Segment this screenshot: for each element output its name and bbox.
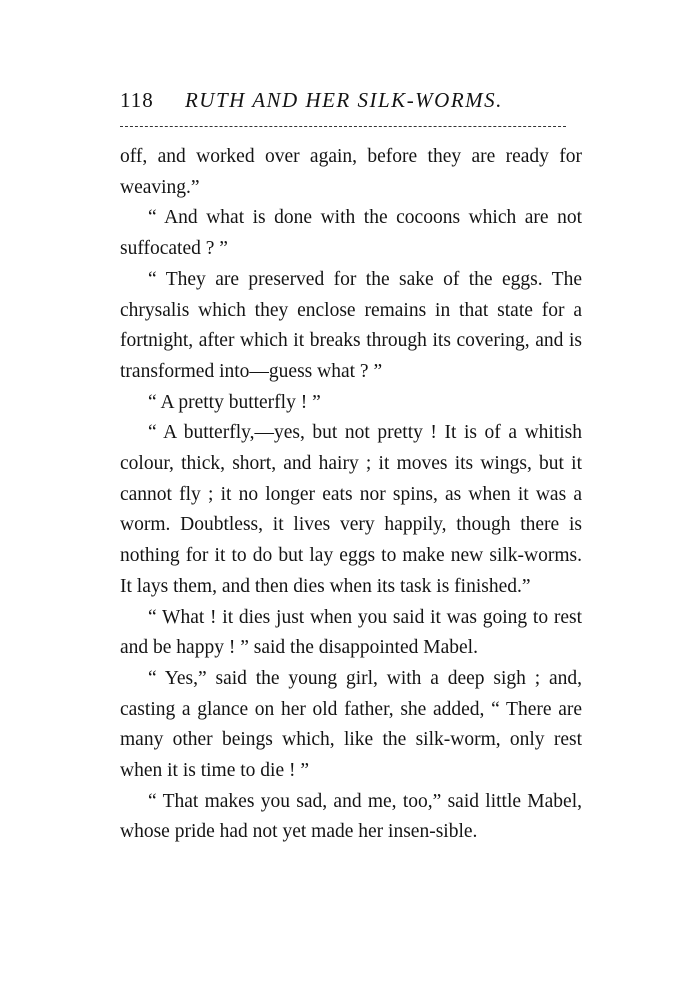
- paragraph: “ And what is done with the cocoons which are not suffocated ? ”: [120, 207, 582, 260]
- paragraph-continuation: off, and worked over again, before they are ready for weaving.”: [120, 146, 582, 198]
- page-number: 118: [120, 88, 154, 112]
- paragraph: “ A pretty butterfly ! ”: [148, 391, 321, 413]
- paragraph: “ They are preserved for the sake of the eggs. The chrysalis which they enclose remains in that state for a fortnight, after which it breaks through its covering, and is transformed into—guess what ? ”: [120, 268, 582, 382]
- body-text: [120, 142, 582, 848]
- running-title: RUTH AND HER SILK-WORMS.: [184, 88, 503, 112]
- paragraph: “ What ! it dies just when you said it was going to rest and be happy ! ” said the disappointed Mabel.: [120, 606, 582, 659]
- header-rule: [120, 126, 566, 127]
- paragraph: “ A butterfly,—yes, but not pretty ! It is of a whitish colour, thick, short, and hairy ; it moves its wings, but it cannot fly ; it no longer eats nor spins, as when it was a worm. Doubtless, it lives very happily, though there is nothing for it to do but lay eggs to make new silk-worms. It lays them, and then dies when its task is finished.”: [120, 422, 582, 597]
- paragraph: “ Yes,” said the young girl, with a deep sigh ; and, casting a glance on her old father, she added, “ There are many other beings which, like the silk-worm, only rest when it is time to die ! ”: [120, 667, 582, 782]
- running-head: [120, 86, 560, 114]
- paragraph: “ That makes you sad, and me, too,” said little Mabel, whose pride had not yet made her insen-sible.: [120, 790, 582, 843]
